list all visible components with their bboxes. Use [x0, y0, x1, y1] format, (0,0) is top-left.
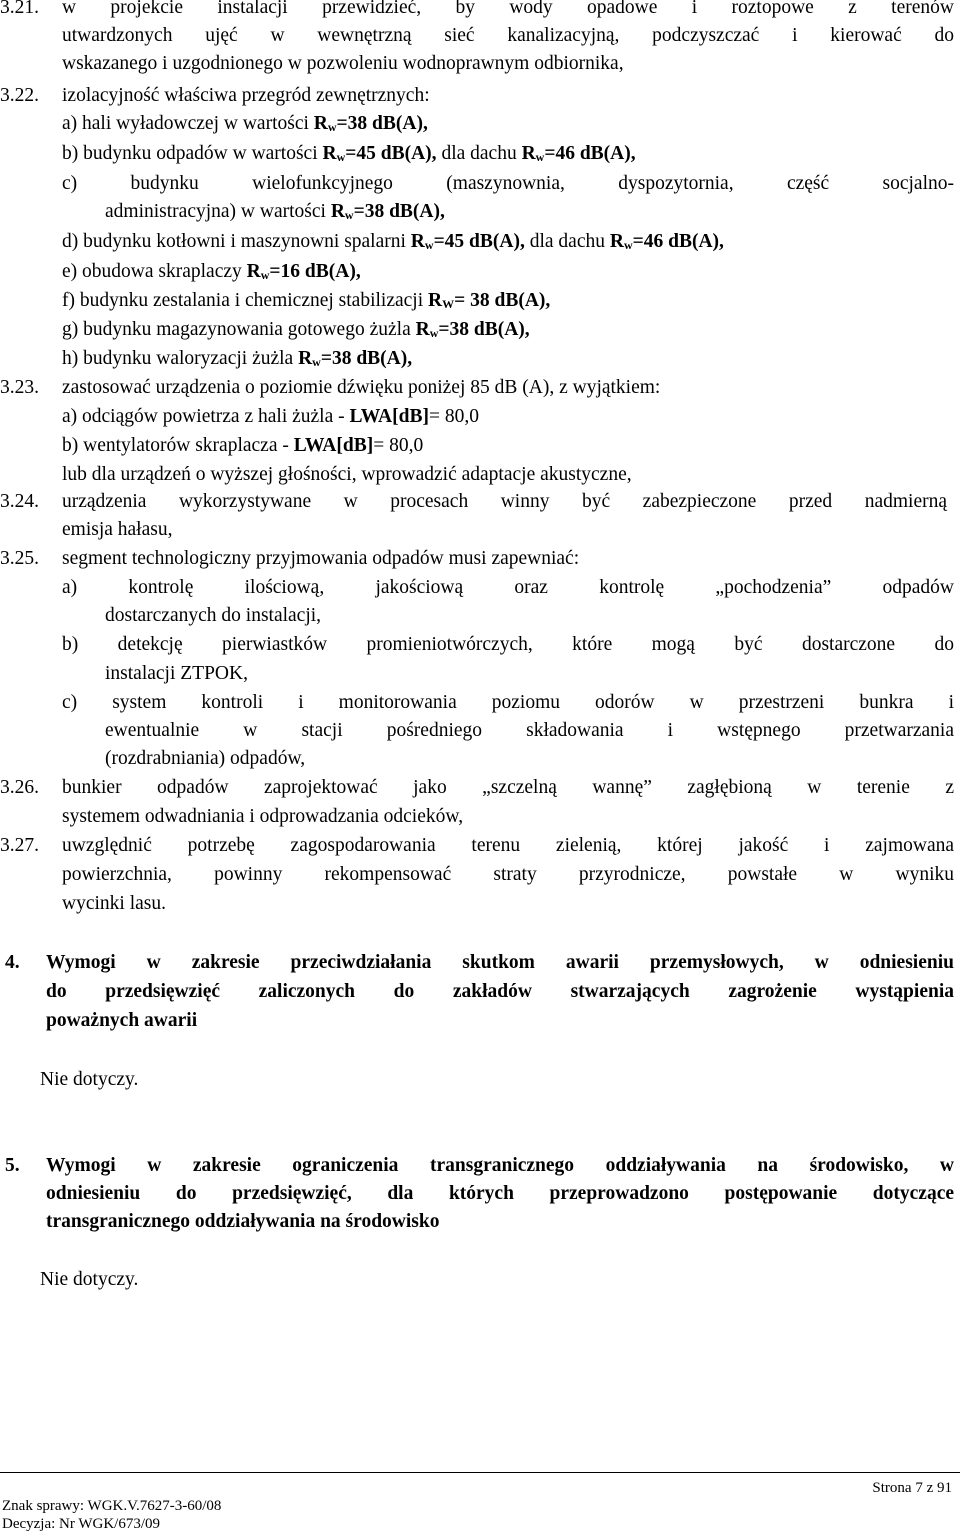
section-4-heading-line-1: Wymogi w zakresie przeciwdziałania skutkom awarii przemysłowych, w odniesieniu — [46, 952, 954, 973]
item-3-22-intro: izolacyjność właściwa przegród zewnętrznych: — [62, 85, 430, 106]
decision-number: Decyzja: Nr WGK/673/09 — [2, 1516, 161, 1532]
item-3-24-line-1: urządzenia wykorzystywane w procesach winny być zabezpieczone przed nadmierną — [62, 491, 947, 512]
section-4-number: 4. — [5, 952, 20, 973]
item-3-22-c-line-1: c) budynku wielofunkcyjnego (maszynownia, dyspozytornia, część socjalno- — [62, 173, 954, 194]
item-3-23-intro: zastosować urządzenia o poziomie dźwięku poniżej 85 dB (A), z wyjątkiem: — [62, 377, 661, 398]
item-number: 3.25. — [0, 548, 39, 569]
case-number: Znak sprawy: WGK.V.7627-3-60/08 — [2, 1498, 222, 1514]
section-5-number: 5. — [5, 1155, 20, 1176]
item-3-22-c-line-2: administracyjna) w wartości $R_w=38$ dB(A), — [105, 201, 445, 222]
item-3-22-e: e) obudowa skraplaczy $R_w=16$ dB(A), — [62, 261, 361, 282]
section-5-body: Nie dotyczy. — [40, 1269, 139, 1290]
item-number: 3.23. — [0, 377, 39, 398]
item-3-23-a: a) odciągów powietrza z hali żużla - LWA[dB]= 80,0 — [62, 406, 479, 427]
item-3-22-d: d) budynku kotłowni i maszynowni spalarni $R_w=45$ dB(A), dla dachu $R_w=46$ dB(A), — [62, 231, 724, 252]
section-5-heading-line-2: odniesieniu do przedsięwzięć, dla których przeprowadzono postępowanie dotyczące — [46, 1183, 954, 1204]
page-number: Strona 7 z 91 — [872, 1480, 952, 1496]
item-3-21-line-2: utwardzonych ujęć w wewnętrzną sieć kanalizacyjną, podczyszczać i kierować do — [62, 25, 954, 46]
item-3-27-line-1: uwzględnić potrzebę zagospodarowania terenu zielenią, której jakość i zajmowana — [62, 835, 954, 856]
item-number: 3.24. — [0, 491, 39, 512]
item-3-21-line-3: wskazanego i uzgodnionego w pozwoleniu wodnoprawnym odbiornika, — [62, 53, 624, 74]
item-3-23-b: b) wentylatorów skraplacza - LWA[dB]= 80,0 — [62, 435, 424, 456]
item-3-25-c-line-3: (rozdrabniania) odpadów, — [105, 748, 306, 769]
item-3-25-c-line-1: c) system kontroli i monitorowania poziomu odorów w przestrzeni bunkra i — [62, 692, 954, 713]
section-4-heading-line-3: poważnych awarii — [46, 1010, 198, 1031]
item-3-22-g: g) budynku magazynowania gotowego żużla $R_w=38$ dB(A), — [62, 319, 530, 340]
section-4-body: Nie dotyczy. — [40, 1069, 139, 1090]
item-3-25-a-line-1: a) kontrolę ilościową, jakościową oraz kontrolę „pochodzenia” odpadów — [62, 577, 954, 598]
item-3-22-f: f) budynku zestalania i chemicznej stabilizacji $R_W= 38$ dB(A), — [62, 290, 551, 311]
item-3-22-a: a) hali wyładowczej w wartości $R_w=38$ dB(A), — [62, 113, 428, 134]
section-5-heading-line-1: Wymogi w zakresie ograniczenia transgranicznego oddziaływania na środowisko, w — [46, 1155, 954, 1176]
item-3-25-a-line-2: dostarczanych do instalacji, — [105, 605, 322, 626]
item-number: 3.26. — [0, 777, 39, 798]
item-3-25-c-line-2: ewentualnie w stacji pośredniego składowania i wstępnego przetwarzania — [105, 720, 954, 741]
item-3-24-line-2: emisja hałasu, — [62, 519, 173, 540]
item-3-25-b-line-2: instalacji ZTPOK, — [105, 663, 248, 684]
item-3-23-c: lub dla urządzeń o wyższej głośności, wprowadzić adaptacje akustyczne, — [62, 464, 632, 485]
item-3-22-h: h) budynku waloryzacji żużla $R_w=38$ dB(A), — [62, 348, 413, 369]
item-3-25-b-line-1: b) detekcję pierwiastków promieniotwórczych, które mogą być dostarczone do — [62, 634, 954, 655]
section-4-heading-line-2: do przedsięwzięć zaliczonych do zakładów stwarzających zagrożenie wystąpienia — [46, 981, 954, 1002]
item-3-26-line-2: systemem odwadniania i odprowadzania odcieków, — [62, 806, 464, 827]
item-3-27-line-2: powierzchnia, powinny rekompensować straty przyrodnicze, powstałe w wyniku — [62, 864, 954, 885]
item-3-27-line-3: wycinki lasu. — [62, 893, 166, 914]
item-number: 3.27. — [0, 835, 39, 856]
item-3-22-b: b) budynku odpadów w wartości $R_w=45$ dB(A), dla dachu $R_w=46$ dB(A), — [62, 143, 636, 164]
item-number: 3.21. — [0, 0, 39, 18]
item-number: 3.22. — [0, 85, 39, 106]
footer-rule — [0, 1472, 960, 1473]
item-3-25-intro: segment technologiczny przyjmowania odpadów musi zapewniać: — [62, 548, 580, 569]
item-3-21-line-1: w projekcie instalacji przewidzieć, by wody opadowe i roztopowe z terenów — [62, 0, 954, 18]
item-3-26-line-1: bunkier odpadów zaprojektować jako „szczelną wannę” zagłębioną w terenie z — [62, 777, 954, 798]
section-5-heading-line-3: transgranicznego oddziaływania na środowisko — [46, 1211, 440, 1232]
